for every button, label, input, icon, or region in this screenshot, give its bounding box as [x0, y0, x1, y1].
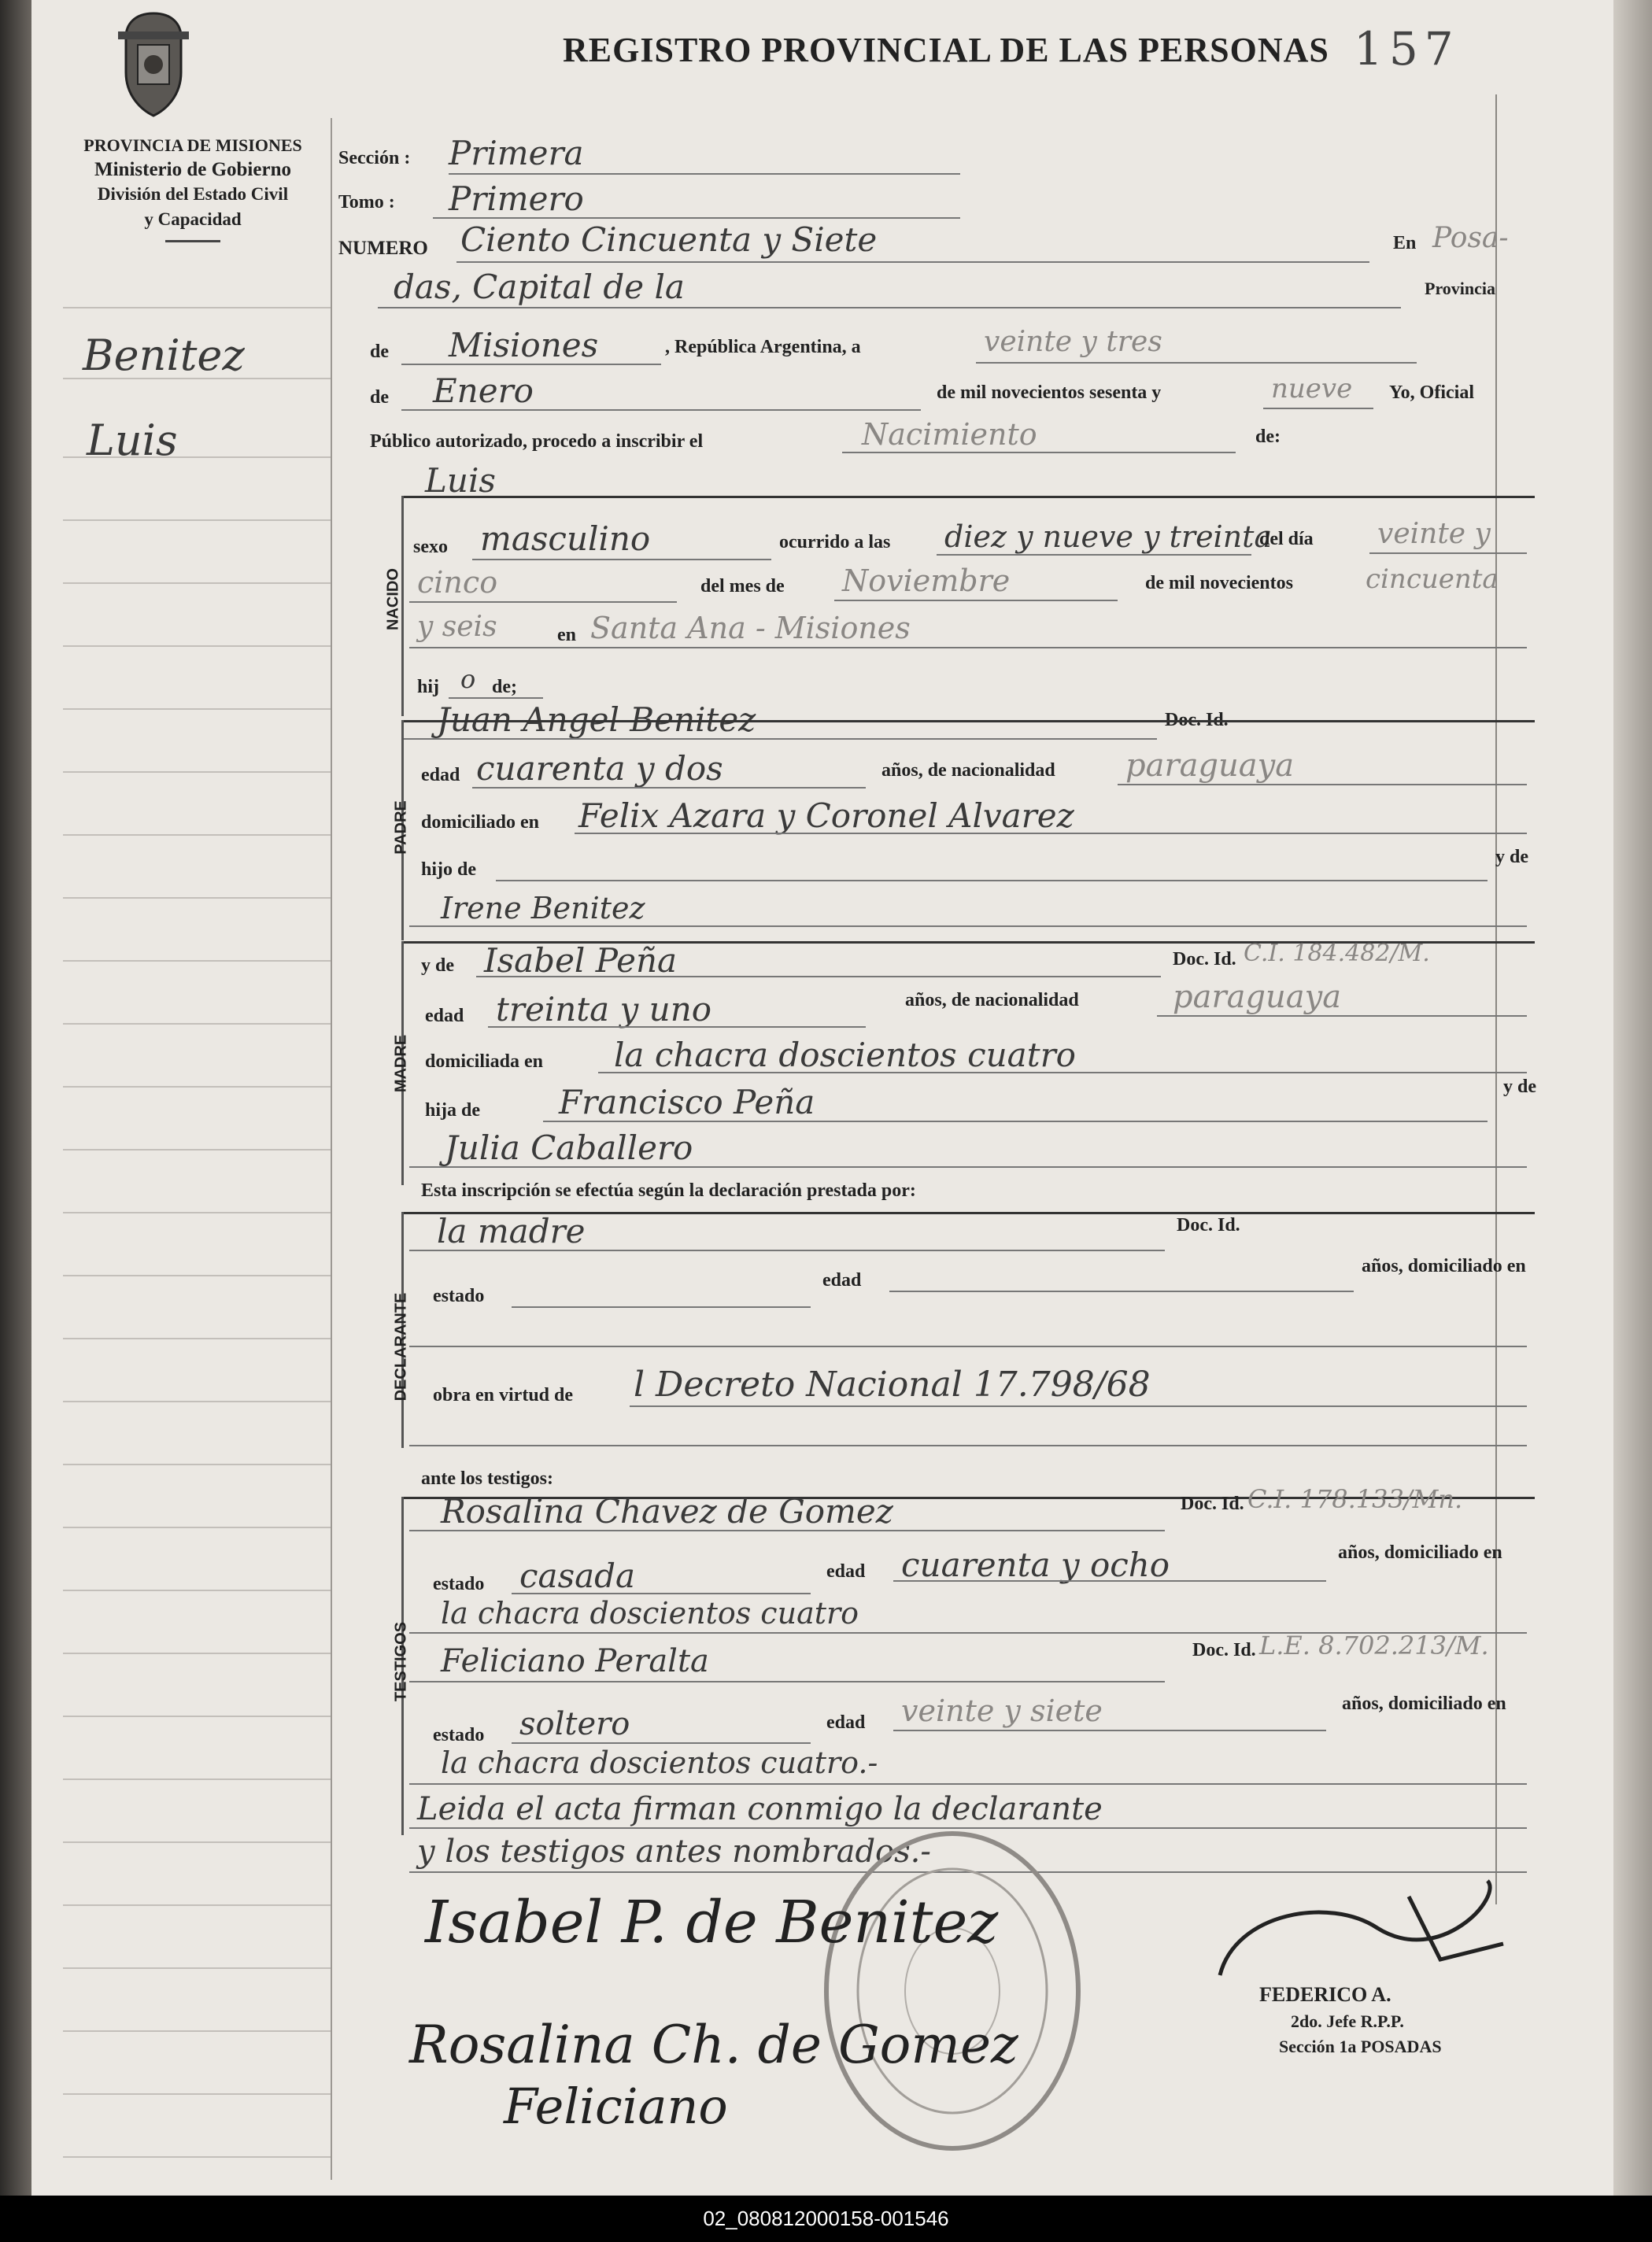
official-name: FEDERICO A.	[1259, 1983, 1391, 2006]
testigo2-edad-line	[893, 1730, 1326, 1731]
declarante-edad-line	[889, 1291, 1354, 1292]
sexo-value: masculino	[480, 519, 651, 558]
register-page	[31, 0, 1613, 2196]
declarante-line	[409, 1250, 1165, 1251]
hij-label: hij	[417, 677, 440, 697]
image-id-footer: 02_080812000158-001546	[0, 2196, 1652, 2242]
esta-inscripcion-label: Esta inscripción se efectúa según la declaración prestada por:	[421, 1180, 916, 1201]
leida-line-1: Leida el acta firman conmigo la declarante	[417, 1791, 1103, 1827]
padre-top-rule	[401, 720, 1535, 722]
ledger-line	[63, 2030, 331, 2032]
dia-nac-line	[1369, 552, 1527, 554]
tomo-value: Primero	[449, 179, 584, 218]
ledger-line	[63, 960, 331, 962]
provincia-value: Misiones	[449, 326, 599, 364]
ledger-line	[63, 1338, 331, 1339]
ocurrido-label: ocurrido a las	[779, 532, 891, 552]
padre-hijo-line	[496, 880, 1488, 881]
hij-suffix: o	[460, 664, 476, 694]
decreto-line	[630, 1405, 1527, 1407]
authority-capacity: y Capacidad	[144, 209, 242, 229]
ledger-line	[63, 2156, 331, 2158]
ledger-line	[63, 307, 331, 308]
numero-label: NUMERO	[338, 238, 428, 259]
madre-edad-label: edad	[425, 1006, 464, 1026]
del-dia-label: del día	[1259, 529, 1314, 549]
nombre-line	[401, 496, 1535, 498]
padre-dom-label: domiciliado en	[421, 812, 540, 833]
madre-hija-line	[543, 1121, 1488, 1122]
publico-label: Público autorizado, procedo a inscribir el	[370, 431, 704, 452]
anio-value: nueve	[1271, 373, 1353, 404]
padre-nacionalidad-value: paraguaya	[1125, 748, 1295, 784]
authority-division: División del Estado Civil	[97, 184, 289, 204]
signature-isabel: Isabel P. de Benitez	[425, 1889, 999, 1956]
padre-madre-line	[409, 925, 1527, 927]
madre-edad-line	[488, 1026, 866, 1028]
dia-nac-value: veinte y	[1377, 518, 1491, 550]
ante-testigos-label: ante los testigos:	[421, 1468, 553, 1489]
testigo2-edad-label: edad	[826, 1712, 866, 1733]
mil-novecientos-label: de mil novecientos	[1145, 573, 1293, 593]
mes-line	[401, 409, 921, 411]
testigo2-doc-label: Doc. Id.	[1192, 1640, 1256, 1660]
ledger-line	[63, 1904, 331, 1906]
declarante-value: la madre	[437, 1212, 586, 1250]
ledger-line	[63, 1778, 331, 1780]
madre-y-de-2-label: y de	[1503, 1077, 1536, 1097]
acto-line	[842, 452, 1236, 453]
de-semicolon-label: de;	[492, 677, 517, 697]
testigo2-estado-value: soltero	[519, 1706, 630, 1742]
leida-line-2: y los testigos antes nombrados.-	[417, 1834, 931, 1870]
obra-label: obra en virtud de	[433, 1385, 574, 1405]
hij-line	[449, 697, 543, 699]
ledger-line	[63, 1275, 331, 1276]
testigo1-edad-value: cuarenta y ocho	[901, 1546, 1170, 1584]
testigo1-line	[409, 1530, 1165, 1531]
tomo-line	[433, 217, 960, 219]
dia-nac-cont-value: cinco	[417, 565, 498, 600]
madre-domicilio-value: la chacra doscientos cuatro	[614, 1036, 1076, 1074]
padre-madre-value: Irene Benitez	[441, 891, 645, 925]
signature-rosalina: Rosalina Ch. de Gomez	[409, 2015, 1018, 2075]
madre-nac-label: años, de nacionalidad	[905, 990, 1079, 1010]
declarante-estado-line	[512, 1306, 811, 1308]
margin-surname: Benitez	[83, 331, 245, 380]
ledger-line	[63, 1086, 331, 1088]
provincia-label: Provincia	[1425, 279, 1496, 298]
lugar-line	[409, 647, 1527, 648]
yo-oficial-label: Yo, Oficial	[1389, 382, 1474, 403]
ledger-line	[63, 1212, 331, 1213]
ledger-line	[63, 582, 331, 584]
nombre-value: Luis	[425, 461, 496, 500]
seccion-label: Sección :	[338, 148, 411, 168]
provincia-line	[401, 364, 661, 365]
sexo-label: sexo	[413, 537, 448, 557]
authority-rule	[165, 240, 220, 242]
padre-nacionalidad-line	[1118, 784, 1527, 785]
book-binding-edge	[0, 0, 31, 2242]
declarante-side-label: DECLARANTE	[392, 1292, 410, 1402]
en-value: Posa-	[1432, 222, 1509, 254]
testigo2-estado-line	[512, 1742, 811, 1744]
mil-sesenta-label: de mil novecientos sesenta y	[937, 382, 1162, 403]
padre-doc-label: Doc. Id.	[1165, 710, 1229, 730]
ledger-line	[63, 519, 331, 521]
decreto-value: l Decreto Nacional 17.798/68	[634, 1365, 1151, 1405]
madre-hija-label: hija de	[425, 1100, 481, 1121]
ledger-line	[63, 1149, 331, 1151]
declarante-anos-label: años, domiciliado en	[1362, 1256, 1526, 1276]
testigo1-dom-value: la chacra doscientos cuatro	[441, 1596, 859, 1631]
testigo2-line	[409, 1681, 1165, 1682]
testigo1-edad-label: edad	[826, 1561, 866, 1582]
testigos-side-label: TESTIGOS	[392, 1621, 410, 1702]
republica-label: , República Argentina, a	[665, 337, 861, 357]
anio-line	[1263, 408, 1373, 409]
padre-y-de-label: y de	[1495, 847, 1528, 867]
dia-nac-cont-line	[409, 601, 677, 603]
testigo1-anos-label: años, domiciliado en	[1338, 1542, 1502, 1563]
dia-value: veinte y tres	[984, 326, 1162, 358]
official-seal-stamp	[819, 1826, 1086, 2156]
ledger-line	[63, 1967, 331, 1969]
madre-edad-value: treinta y uno	[496, 990, 712, 1029]
official-section: Sección 1a POSADAS	[1279, 2037, 1442, 2056]
declarante-edad-label: edad	[822, 1270, 862, 1291]
madre-nacionalidad-value: paraguaya	[1173, 979, 1342, 1015]
en-cont-line	[378, 307, 1401, 308]
testigo2-doc-value: L.E. 8.702.213/M.	[1259, 1631, 1489, 1660]
madre-madre-value: Julia Caballero	[445, 1128, 693, 1167]
declarante-dom-line	[409, 1346, 1527, 1347]
testigo1-estado-value: casada	[519, 1557, 636, 1595]
ledger-line	[63, 771, 331, 773]
madre-nacionalidad-line	[1157, 1015, 1527, 1017]
testigo1-edad-line	[893, 1580, 1326, 1582]
testigo2-dom-line	[409, 1783, 1527, 1785]
madre-side-label: MADRE	[392, 1034, 410, 1093]
padre-nac-label: años, de nacionalidad	[881, 760, 1055, 781]
seccion-line	[449, 173, 960, 175]
ledger-line	[63, 1590, 331, 1591]
page-number: 157	[1354, 22, 1460, 76]
madre-hija-value: Francisco Peña	[559, 1083, 815, 1121]
anio-nac-cont-value: y seis	[417, 611, 497, 643]
padre-edad-value: cuarenta y dos	[476, 749, 723, 788]
obra-line-2	[409, 1445, 1527, 1446]
signature-feliciano: Feliciano	[504, 2078, 728, 2135]
madre-domicilio-line	[598, 1072, 1527, 1073]
nacido-side-label: NACIDO	[384, 568, 402, 630]
mes-nac-value: Noviembre	[842, 563, 1011, 598]
official-role: 2do. Jefe R.P.P.	[1291, 2011, 1404, 2031]
madre-dom-label: domiciliada en	[425, 1051, 544, 1072]
page-right-edge	[1613, 0, 1652, 2196]
de-colon-label: de:	[1255, 427, 1281, 447]
padre-side-label: PADRE	[392, 800, 410, 855]
ledger-line	[63, 1401, 331, 1402]
madre-y-de-label: y de	[421, 955, 454, 976]
padre-nombre-value: Juan Angel Benitez	[437, 700, 756, 739]
ledger-line	[63, 1527, 331, 1528]
tomo-label: Tomo :	[338, 192, 395, 212]
del-mes-label: del mes de	[700, 576, 785, 597]
ledger-line	[63, 1464, 331, 1465]
madre-nombre-value: Isabel Peña	[484, 941, 678, 980]
ledger-line	[63, 834, 331, 836]
testigo2-value: Feliciano Peralta	[441, 1643, 709, 1679]
ledger-line	[63, 1716, 331, 1717]
margin-given-name: Luis	[87, 416, 178, 465]
hora-value: diez y nueve y treinta	[944, 519, 1273, 554]
testigo1-doc-label: Doc. Id.	[1181, 1494, 1244, 1514]
lugar-value: Santa Ana - Misiones	[590, 611, 911, 645]
ledger-line	[63, 897, 331, 899]
ledger-line	[63, 708, 331, 710]
de-label-1: de	[370, 342, 389, 362]
acto-value: Nacimiento	[862, 417, 1037, 452]
mes-value: Enero	[433, 371, 534, 410]
en-label: En	[1393, 233, 1417, 253]
ledger-line	[63, 2093, 331, 2095]
testigo2-anos-label: años, domiciliado en	[1342, 1694, 1506, 1714]
testigo1-estado-label: estado	[433, 1574, 485, 1594]
en-label-2: en	[557, 625, 576, 645]
ledger-line	[63, 1841, 331, 1843]
declarante-doc-label: Doc. Id.	[1177, 1215, 1240, 1236]
padre-nombre-line	[401, 738, 1157, 740]
hora-line	[937, 554, 1251, 556]
margin-divider	[331, 118, 332, 2180]
madre-doc-value: C.I. 184.482/M.	[1244, 940, 1430, 967]
anio-nac-value: cincuenta	[1366, 563, 1499, 595]
ledger-line	[63, 645, 331, 647]
padre-domicilio-line	[575, 833, 1527, 834]
padre-edad-line	[472, 787, 866, 789]
authority-province: PROVINCIA DE MISIONES	[83, 135, 302, 155]
testigo1-value: Rosalina Chavez de Gomez	[441, 1492, 893, 1531]
padre-hijo-label: hijo de	[421, 859, 477, 880]
madre-doc-label: Doc. Id.	[1173, 949, 1236, 970]
padre-domicilio-value: Felix Azara y Coronel Alvarez	[578, 796, 1074, 835]
testigo1-doc-value: C.I. 178.133/Mn.	[1247, 1484, 1463, 1514]
numero-value: Ciento Cincuenta y Siete	[460, 220, 878, 259]
madre-nombre-line	[476, 976, 1161, 977]
de-label-2: de	[370, 387, 389, 408]
authority-ministry: Ministerio de Gobierno	[94, 159, 291, 180]
testigo2-estado-label: estado	[433, 1725, 485, 1745]
seccion-value: Primera	[449, 134, 584, 172]
madre-madre-line	[409, 1166, 1527, 1168]
testigo2-dom-value: la chacra doscientos cuatro.-	[441, 1745, 878, 1780]
mes-nac-line	[834, 600, 1118, 601]
numero-line	[456, 261, 1369, 263]
ledger-line	[63, 1023, 331, 1025]
padre-edad-label: edad	[421, 765, 460, 785]
coat-of-arms-icon	[110, 9, 197, 120]
dia-line	[976, 362, 1417, 364]
en-value-cont: das, Capital de la	[394, 268, 685, 306]
sexo-line	[472, 559, 771, 560]
declarante-estado-label: estado	[433, 1286, 485, 1306]
ledger-line	[63, 1653, 331, 1654]
testigo1-estado-line	[512, 1593, 811, 1594]
register-title: REGISTRO PROVINCIAL DE LAS PERSONAS	[563, 31, 1329, 69]
testigo2-edad-value: veinte y siete	[901, 1694, 1103, 1728]
